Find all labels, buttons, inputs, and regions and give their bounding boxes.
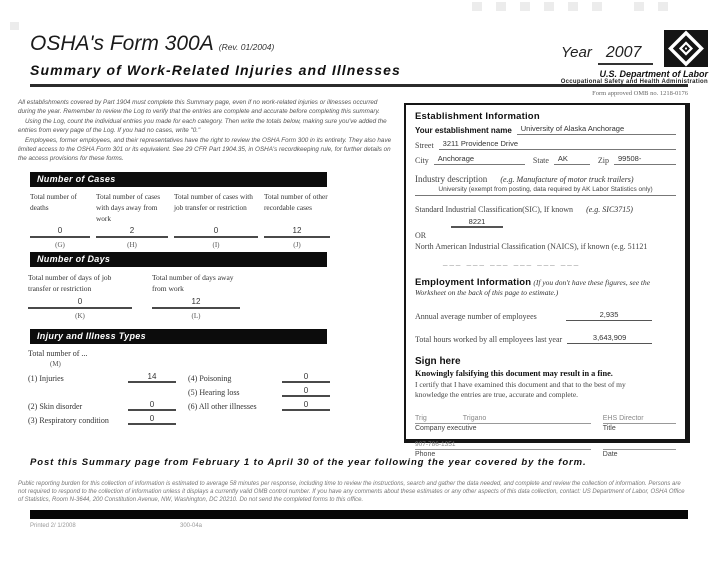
street-field: 3211 Providence Drive: [439, 139, 676, 150]
poisoning-field: 0: [282, 372, 330, 383]
cases-column-days-away: [96, 191, 168, 249]
or-label: OR: [415, 231, 427, 240]
omb-approval-note: Form approved OMB no. 1218-0176: [592, 90, 688, 97]
total-hours-field: 3,643,909: [567, 333, 652, 344]
injury-illness-left-column: [28, 369, 176, 425]
field-label: Total number of other recordable cases: [264, 192, 328, 212]
city-state-zip-row: [415, 154, 676, 165]
average-employees-field: 2,935: [566, 310, 652, 321]
field-letter: (G): [55, 241, 65, 249]
agency-name: U.S. Department of Labor: [599, 69, 708, 79]
establishment-name-row: [415, 124, 676, 135]
scan-artifact: [568, 2, 578, 11]
document-code: 300-04a: [180, 523, 203, 529]
sic-field: 8221: [451, 217, 503, 228]
employment-information-header: [415, 278, 676, 298]
average-employees-row: [415, 310, 676, 321]
field-letter: (H): [127, 241, 137, 249]
injury-illness-right-column: [188, 369, 330, 425]
phone-date-row: [415, 439, 676, 450]
form-revision: (Rev. 01/2004): [218, 42, 275, 52]
title-value: EHS Director: [602, 415, 644, 422]
naics-label: North American Industrial Classification (NAICS), if known (e.g. 51121: [415, 242, 648, 251]
field-label: State: [532, 156, 549, 165]
field-label: Zip: [597, 156, 609, 165]
scan-artifact: [520, 2, 530, 11]
naics-field: ___ ___ ___ ___ ___ ___: [443, 257, 581, 266]
total-number-label: Total number of ...: [28, 349, 88, 358]
field-letter-m: (M): [50, 360, 61, 368]
injuries-row: [28, 369, 176, 383]
cases-column-deaths: [30, 191, 90, 249]
form-subtitle: Summary of Work-Related Injuries and Illnesses: [30, 62, 401, 78]
field-label: Industry description: [415, 174, 488, 184]
dol-logo-icon: [663, 30, 709, 72]
hearing-loss-field: 0: [282, 386, 330, 397]
intro-paragraph-2: Using the Log, count the individual entries you made for each category. Then write the totals below, making sure you've added the entries from every page of the Log. If you had no cases, write "0.": [18, 117, 387, 135]
job-transfer-cases-field: 0: [174, 226, 258, 238]
company-executive-label: Company executive: [415, 425, 477, 432]
field-letter: (I): [212, 241, 220, 249]
state-field: AK: [554, 154, 590, 165]
respiratory-condition-field: 0: [128, 414, 176, 425]
field-label: (4) Poisoning: [188, 374, 232, 383]
year-label: Year: [561, 44, 592, 61]
field-label: (2) Skin disorder: [28, 402, 83, 411]
industry-description-field: University (exempt from posting, data required by AK Labor Statistics only): [415, 186, 676, 196]
field-label: Total number of cases with days away from work: [96, 192, 161, 223]
field-label: Total number of days away from work: [152, 273, 234, 293]
zip-field: 99508-: [614, 154, 676, 165]
scan-artifact: [544, 2, 554, 11]
date-field: [603, 439, 676, 450]
intro-paragraph-1: All establishments covered by Part 1904 must complete this Summary page, even if no work-related injuries or illnesses occurred during the year. Remember to review the Log to verify that the entries are complete and accurate before completing this summary.: [18, 99, 380, 116]
section-header-number-of-cases: Number of Cases: [30, 172, 327, 187]
other-recordable-cases-field: 12: [264, 226, 330, 238]
scan-artifact: [634, 2, 644, 11]
skin-disorder-field: 0: [128, 400, 176, 411]
cases-column-other-recordable: [264, 191, 330, 249]
signature-last-name: Trigano: [462, 415, 487, 422]
field-label: Your establishment name: [415, 126, 512, 135]
certify-statement: I certify that I have examined this document and that to the best of my knowledge the entries are true, accurate and complete.: [415, 380, 626, 399]
field-label: Total number of deaths: [30, 192, 77, 212]
phone-label: Phone: [415, 451, 436, 458]
falsifying-warning: Knowingly falsifying this document may result in a fine.: [415, 369, 613, 378]
sign-here-title: Sign here: [415, 356, 461, 367]
scan-artifact: [10, 22, 19, 30]
title-field: [603, 413, 676, 424]
field-label: Standard Industrial Classification(SIC), If known: [415, 205, 573, 214]
form-title-text: OSHA's Form 300A: [30, 32, 214, 55]
field-letter: (J): [293, 241, 301, 249]
field-letter: (L): [191, 312, 201, 320]
employment-section-note: (If you don't have these figures, see the Worksheet on the back of this page to estimate.): [415, 278, 651, 297]
field-label: (5) Hearing loss: [188, 388, 240, 397]
phone-field: [415, 439, 591, 450]
year-value: 2007: [598, 44, 654, 65]
employment-section-title: Employment Information: [415, 277, 532, 288]
field-label: Annual average number of employees: [415, 312, 537, 321]
paperwork-burden-statement: Public reporting burden for this collection of information is estimated to average 58 minutes per response, including time to review the instructions, search and gather the data needed, and complete and review the collection of information. Persons are not required to respond to the collection of information unless it displays a currently valid OMB control number. If you have any comments about these estimates or any other aspects of this data collection, contact: US Department of Labor, OSHA Office of Statistics, Room N-3644, 200 Constitution Avenue, NW, Washington, DC 20210. Do not send the completed forms to this office.: [18, 481, 685, 503]
sic-example: (e.g. SIC3715): [586, 205, 633, 214]
field-label: City: [415, 156, 429, 165]
days-away-field: 12: [152, 297, 240, 309]
intro-paragraph-3: Employees, former employees, and their representatives have the right to review the OSHA Form 300 in its entirety. They also have limited access to the OSHA Form 301 or its equivalent. See 29 CFR Part 1904.35, in OSHA's recordkeeping rule, for further details on the access provisions for these forms.: [18, 136, 392, 163]
establishment-information-panel: [404, 103, 690, 458]
establishment-section-title: Establishment Information: [415, 111, 540, 122]
field-label: (1) Injuries: [28, 374, 64, 383]
hearing-loss-row: [188, 383, 330, 397]
industry-description-row: [415, 174, 676, 184]
field-label: (3) Respiratory condition: [28, 416, 109, 425]
cases-column-job-transfer: [174, 191, 258, 249]
days-job-transfer-field: 0: [28, 297, 132, 309]
skin-disorder-row: [28, 397, 176, 411]
signature-row: [415, 413, 676, 424]
total-hours-row: [415, 333, 676, 344]
agency-subname: Occupational Safety and Health Administration: [560, 79, 708, 85]
all-other-illnesses-field: 0: [282, 400, 330, 411]
signature-first-name: Trig: [415, 415, 427, 422]
field-label: Total hours worked by all employees last year: [415, 335, 563, 344]
city-field: Anchorage: [434, 154, 525, 165]
post-summary-note: Post this Summary page from February 1 to April 30 of the year following the year covered by the form.: [30, 457, 587, 468]
field-label: Street: [415, 141, 434, 150]
signature-field: [415, 413, 591, 424]
field-label: (6) All other illnesses: [188, 402, 257, 411]
scan-artifact: [658, 2, 668, 11]
year-field: [561, 44, 653, 65]
number-of-cases-columns: [30, 191, 330, 249]
scan-artifact: [592, 2, 602, 11]
days-column-job-transfer: [28, 272, 132, 320]
street-row: [415, 139, 676, 150]
intro-text: [18, 98, 394, 164]
footer-divider-bar: [30, 510, 688, 519]
establishment-name-field: University of Alaska Anchorage: [517, 124, 676, 135]
field-letter: (K): [75, 312, 85, 320]
spacer-row: [28, 383, 176, 397]
scan-artifact: [496, 2, 506, 11]
injury-illness-grid: [28, 369, 330, 425]
sic-row: [415, 205, 676, 214]
days-column-away-from-work: [152, 272, 240, 320]
signature-labels-row: [415, 425, 676, 432]
industry-example: (e.g. Manufacture of motor truck trailers): [500, 175, 634, 184]
date-label: Date: [602, 451, 618, 458]
form-title: [30, 32, 274, 56]
field-label: Total number of days of job transfer or restriction: [28, 273, 112, 293]
field-label: Total number of cases with job transfer or restriction: [174, 192, 253, 212]
deaths-total-field: 0: [30, 226, 90, 238]
printed-date: Printed 2/ 1/2008: [30, 523, 76, 529]
days-away-cases-field: 2: [96, 226, 168, 238]
all-other-illnesses-row: [188, 397, 330, 411]
section-header-injury-illness-types: Injury and Illness Types: [30, 329, 327, 344]
injuries-field: 14: [128, 372, 176, 383]
respiratory-condition-row: [28, 411, 176, 425]
title-label: Title: [602, 425, 616, 432]
section-header-number-of-days: Number of Days: [30, 252, 327, 267]
number-of-days-columns: [28, 272, 240, 320]
poisoning-row: [188, 369, 330, 383]
scan-artifact: [472, 2, 482, 11]
phone-value: 907-786-1351: [415, 441, 456, 448]
